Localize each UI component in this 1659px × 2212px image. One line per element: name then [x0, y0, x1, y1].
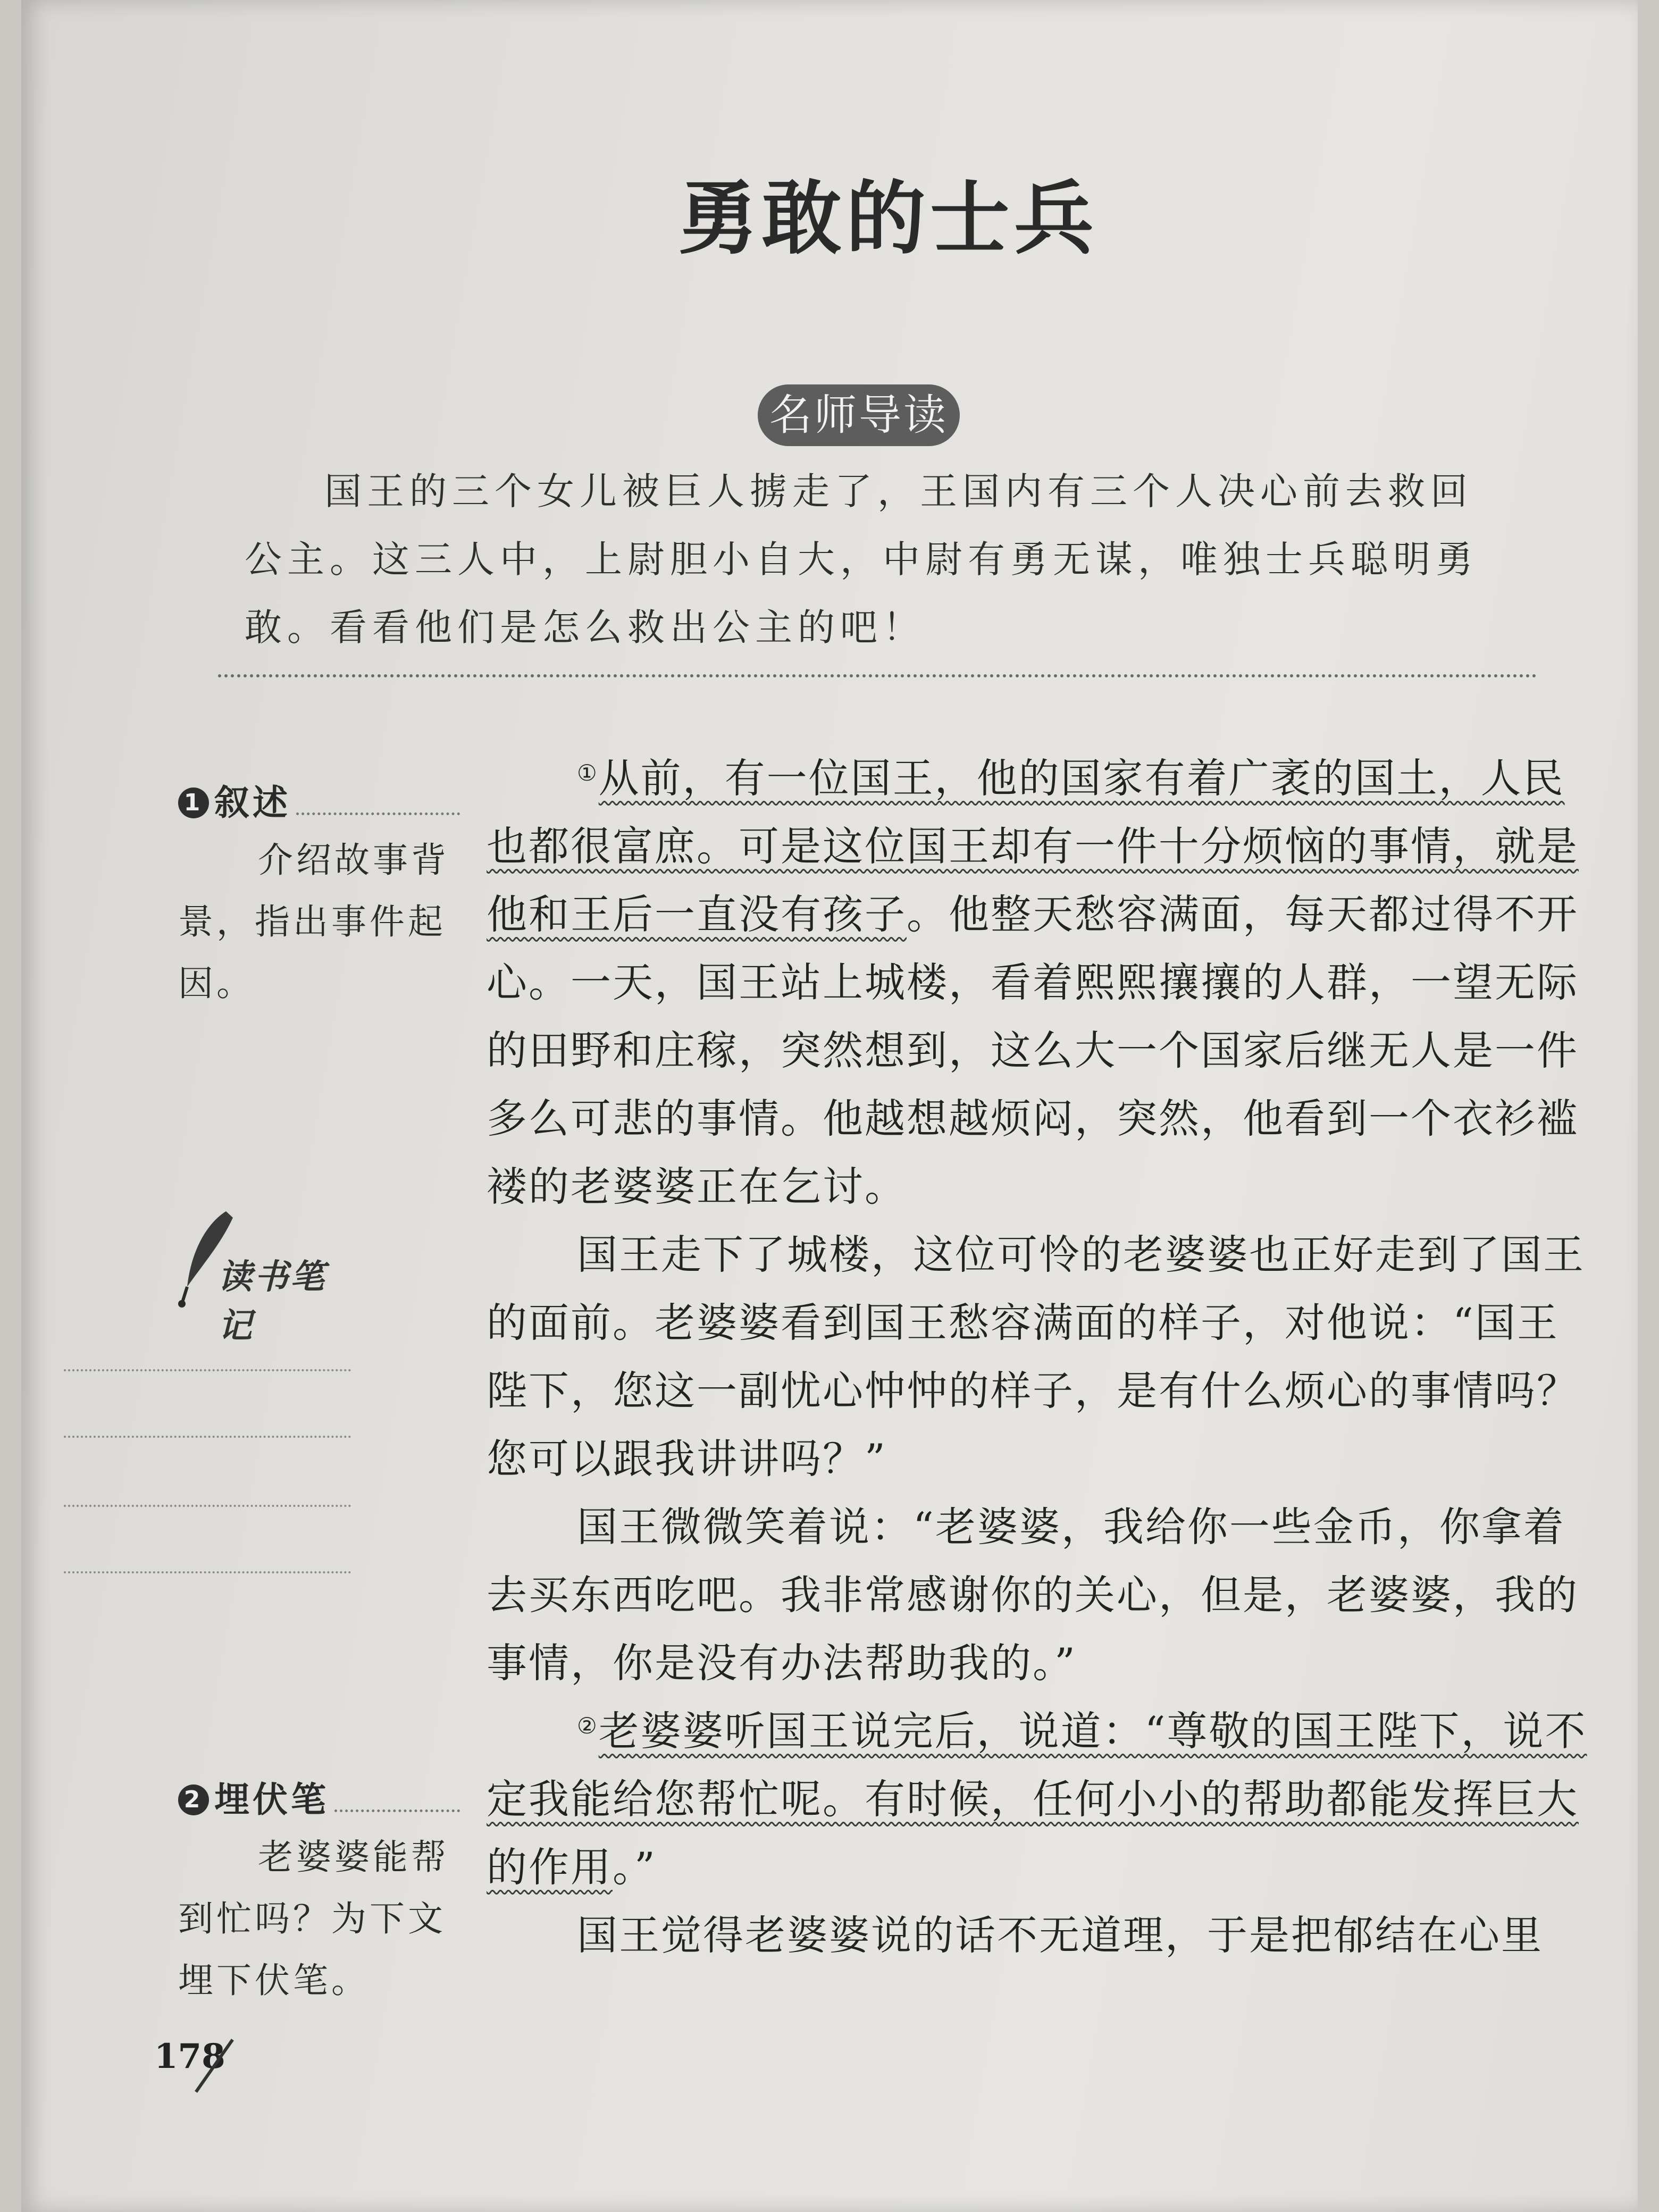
page-number: 178	[154, 2037, 225, 2076]
note-1-header	[178, 776, 460, 830]
note-2-title: 埋伏笔	[214, 1779, 329, 1820]
paragraph-4-rest: 。”	[613, 1844, 657, 1891]
note-1-number: 1	[178, 787, 209, 818]
paragraph-1-rest: 。他整天愁容满面，每天都过得不开心。一天，国王站上城楼，看着熙熙攘攘的人群，一望无际的田野和庄稼，突然想到，这么大一个国家后继无人是一件多么可悲的事情。他越想越烦闷，突然，他看到一个衣衫褴褛的老婆婆正在乞讨。	[487, 891, 1579, 1210]
section-badge: 名师导读	[758, 384, 960, 446]
paragraph-5: 国王觉得老婆婆说的话不无道理，于是把郁结在心里	[577, 1912, 1543, 1959]
margin-note-1	[178, 776, 460, 1015]
note-2-number: 2	[178, 1784, 209, 1815]
notes-line	[64, 1436, 351, 1438]
dotted-separator	[218, 674, 1537, 677]
note-1-leader	[296, 791, 460, 815]
note-2-header	[178, 1773, 460, 1826]
paragraph-1-underlined: 从前，有一位国王，他的国家有着广袤的国土，人民也都很富庶。可是这位国王却有一件十分烦恼的事情，就是他和王后一直没有孩子	[487, 755, 1579, 938]
paragraph-4	[487, 1697, 1601, 1901]
paragraph-3: 国王微微笑着说：“老婆婆，我给你一些金币，你拿着去买东西吃吧。我非常感谢你的关心，但是，老婆婆，我的事情，你是没有办法帮助我的。”	[487, 1503, 1579, 1687]
reading-notes	[175, 1207, 356, 1346]
note-2-leader	[334, 1788, 460, 1812]
notes-line	[64, 1571, 351, 1573]
page-title: 勇敢的士兵	[677, 172, 1098, 265]
reading-notes-label: 读书笔记	[218, 1257, 326, 1346]
intro-text: 国王的三个女儿被巨人掳走了，王国内有三个人决心前去救回公主。这三人中，上尉胆小自大，中尉有勇无谋，唯独士兵聪明勇敢。看看他们是怎么救出公主的吧！	[245, 470, 1478, 649]
marker-2: ②	[577, 1713, 599, 1739]
notes-line	[64, 1505, 351, 1507]
paragraph-2: 国王走下了城楼，这位可怜的老婆婆也正好走到了国王的面前。老婆婆看到国王愁容满面的样子，对他说：“国王陛下，您这一副忧心忡忡的样子，是有什么烦心的事情吗？您可以跟我讲讲吗？”	[487, 1231, 1585, 1482]
story-body	[487, 744, 1601, 1970]
marker-1: ①	[577, 760, 599, 786]
note-2-text: 老婆婆能帮到忙吗？为下文埋下伏笔。	[178, 1837, 449, 2001]
paragraph-1	[487, 744, 1601, 1221]
note-1-title: 叙述	[214, 782, 291, 823]
paragraph-4-underlined: 老婆婆听国王说完后，说道：“尊敬的国王陛下，说不定我能给您帮忙呢。有时候，任何小小的帮助都能发挥巨大的作用	[487, 1707, 1587, 1891]
margin-note-2	[178, 1773, 460, 2012]
book-page	[21, 0, 1638, 2212]
notes-line	[64, 1369, 351, 1371]
note-1-text: 介绍故事背景，指出事件起因。	[178, 840, 449, 1004]
